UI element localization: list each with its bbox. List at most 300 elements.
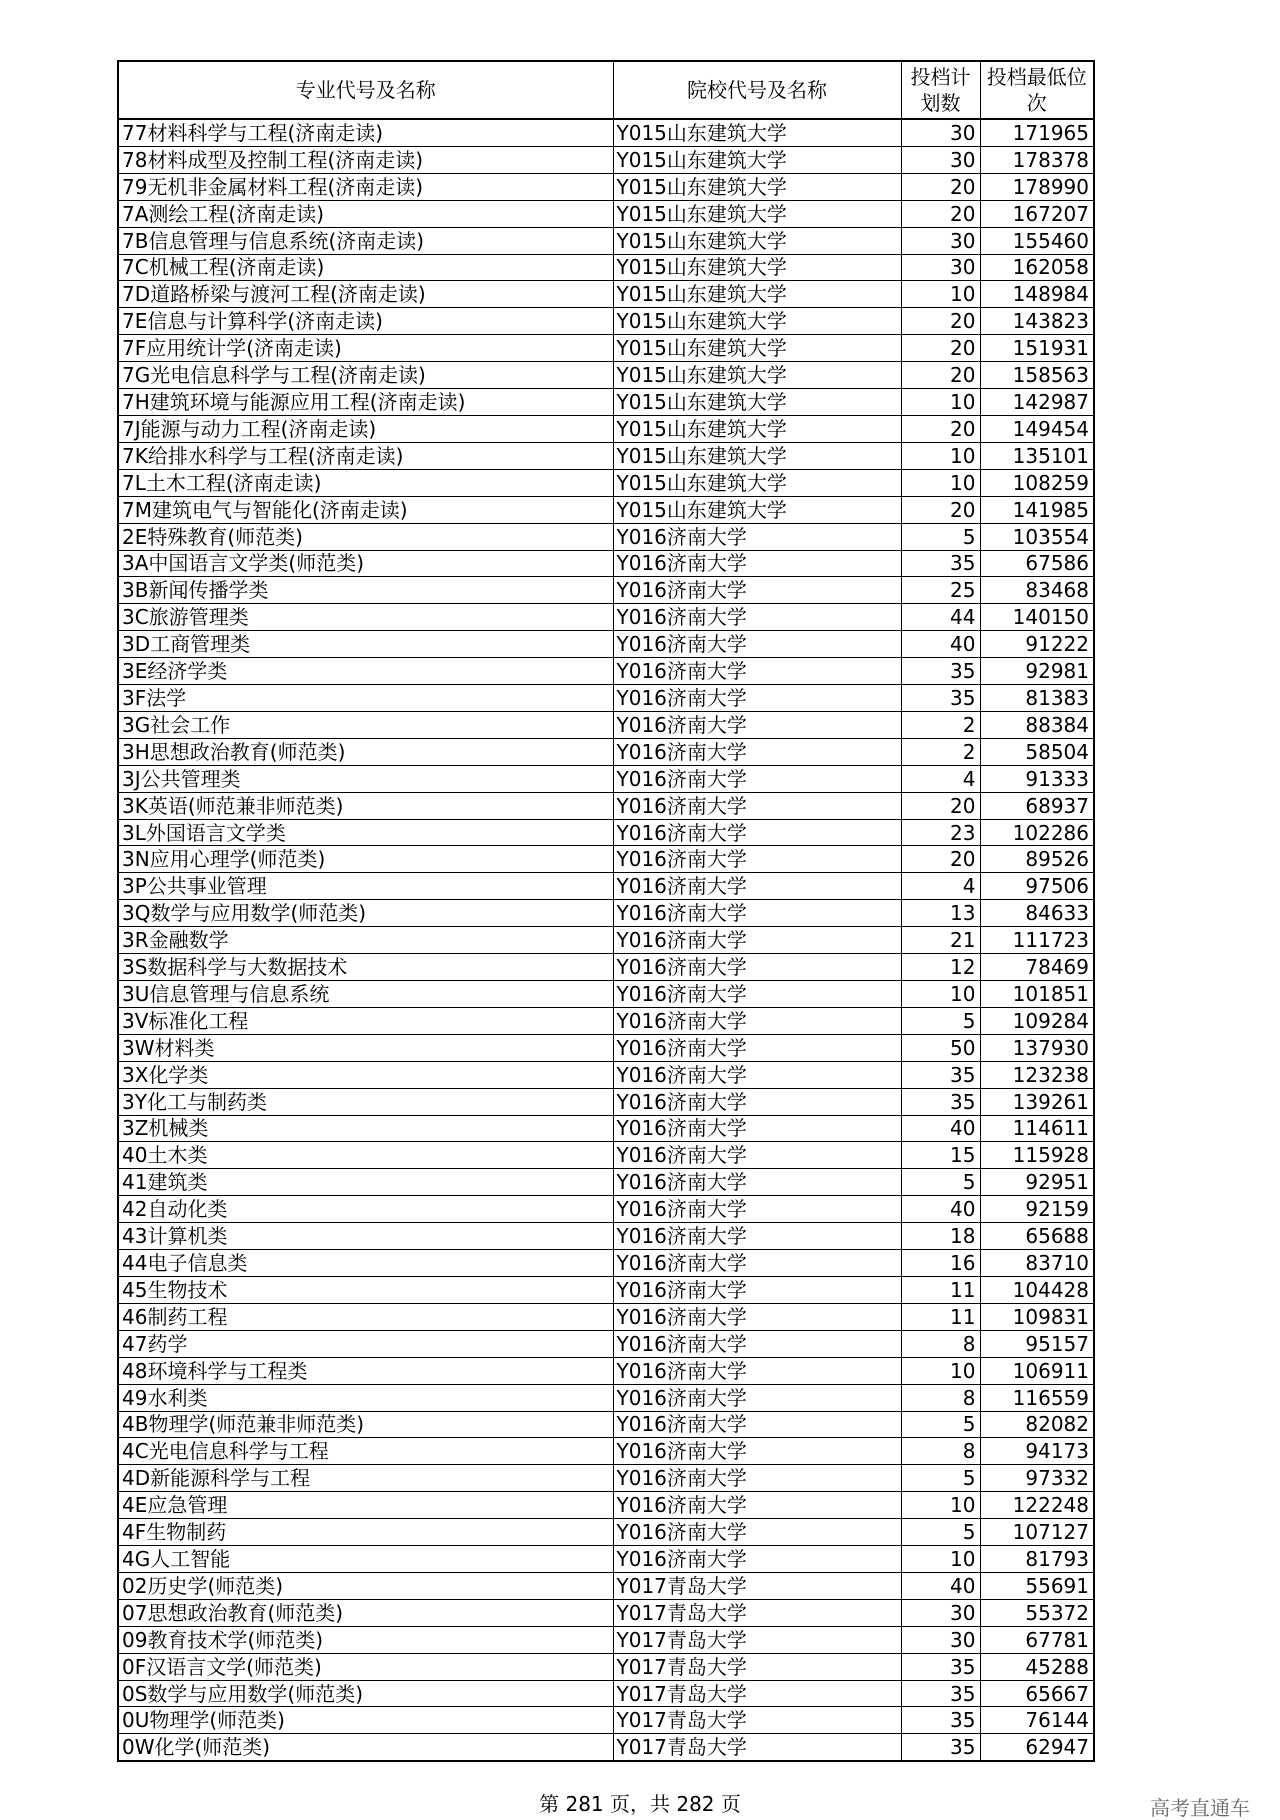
school-cell: Y016济南大学 — [613, 1115, 901, 1142]
school-cell: Y016济南大学 — [613, 819, 901, 846]
plan-cell: 30 — [901, 1599, 980, 1626]
table-row — [118, 1250, 1094, 1277]
major-cell: 3Z机械类 — [118, 1115, 613, 1142]
table-row — [118, 765, 1094, 792]
school-cell: Y017青岛大学 — [613, 1680, 901, 1707]
table-row — [118, 1411, 1094, 1438]
plan-cell: 35 — [901, 1707, 980, 1734]
plan-cell: 30 — [901, 146, 980, 173]
major-cell: 0F汉语言文学(师范类) — [118, 1653, 613, 1680]
major-cell: 3W材料类 — [118, 1034, 613, 1061]
major-cell: 42自动化类 — [118, 1196, 613, 1223]
plan-cell: 40 — [901, 1196, 980, 1223]
table-row — [118, 711, 1094, 738]
major-cell: 7A测绘工程(济南走读) — [118, 200, 613, 227]
school-cell: Y015山东建筑大学 — [613, 119, 901, 146]
major-cell: 4B物理学(师范兼非师范类) — [118, 1411, 613, 1438]
table-row — [118, 1303, 1094, 1330]
rank-cell: 68937 — [980, 792, 1094, 819]
school-cell: Y016济南大学 — [613, 1492, 901, 1519]
header-school: 院校代号及名称 — [613, 61, 901, 119]
rank-cell: 82082 — [980, 1411, 1094, 1438]
rank-cell: 83468 — [980, 577, 1094, 604]
plan-cell: 30 — [901, 227, 980, 254]
plan-cell: 11 — [901, 1276, 980, 1303]
school-cell: Y016济南大学 — [613, 604, 901, 631]
school-cell: Y016济南大学 — [613, 1061, 901, 1088]
plan-cell: 4 — [901, 765, 980, 792]
table-header — [118, 61, 1094, 119]
rank-cell: 65667 — [980, 1680, 1094, 1707]
plan-cell: 20 — [901, 415, 980, 442]
plan-cell: 10 — [901, 981, 980, 1008]
school-cell: Y017青岛大学 — [613, 1599, 901, 1626]
rank-cell: 178378 — [980, 146, 1094, 173]
major-cell: 3B新闻传播学类 — [118, 577, 613, 604]
plan-cell: 20 — [901, 200, 980, 227]
plan-cell: 5 — [901, 1411, 980, 1438]
school-cell: Y016济南大学 — [613, 577, 901, 604]
school-cell: Y016济南大学 — [613, 711, 901, 738]
major-cell: 3G社会工作 — [118, 711, 613, 738]
rank-cell: 58504 — [980, 738, 1094, 765]
school-cell: Y017青岛大学 — [613, 1626, 901, 1653]
table-row — [118, 1384, 1094, 1411]
major-cell: 0W化学(师范类) — [118, 1734, 613, 1761]
plan-cell: 16 — [901, 1250, 980, 1277]
major-cell: 7F应用统计学(济南走读) — [118, 335, 613, 362]
school-cell: Y016济南大学 — [613, 1223, 901, 1250]
table-row — [118, 1572, 1094, 1599]
table-row — [118, 442, 1094, 469]
plan-cell: 5 — [901, 1465, 980, 1492]
rank-cell: 81383 — [980, 685, 1094, 712]
school-cell: Y017青岛大学 — [613, 1572, 901, 1599]
rank-cell: 135101 — [980, 442, 1094, 469]
table-row — [118, 281, 1094, 308]
rank-cell: 178990 — [980, 173, 1094, 200]
plan-cell: 35 — [901, 685, 980, 712]
table-row — [118, 1519, 1094, 1546]
page-number: 第 281 页，共 282 页 — [539, 1792, 741, 1816]
school-cell: Y015山东建筑大学 — [613, 254, 901, 281]
rank-cell: 92159 — [980, 1196, 1094, 1223]
school-cell: Y016济南大学 — [613, 1276, 901, 1303]
plan-cell: 13 — [901, 900, 980, 927]
table-row — [118, 1653, 1094, 1680]
major-cell: 41建筑类 — [118, 1169, 613, 1196]
rank-cell: 109831 — [980, 1303, 1094, 1330]
table-row — [118, 415, 1094, 442]
rank-cell: 122248 — [980, 1492, 1094, 1519]
table-row — [118, 738, 1094, 765]
plan-cell: 30 — [901, 254, 980, 281]
major-cell: 3X化学类 — [118, 1061, 613, 1088]
rank-cell: 171965 — [980, 119, 1094, 146]
school-cell: Y015山东建筑大学 — [613, 496, 901, 523]
school-cell: Y016济南大学 — [613, 1034, 901, 1061]
table-row — [118, 1438, 1094, 1465]
major-cell: 40土木类 — [118, 1142, 613, 1169]
school-cell: Y016济南大学 — [613, 954, 901, 981]
table-row — [118, 604, 1094, 631]
rank-cell: 137930 — [980, 1034, 1094, 1061]
plan-cell: 35 — [901, 658, 980, 685]
school-cell: Y017青岛大学 — [613, 1707, 901, 1734]
plan-cell: 10 — [901, 281, 980, 308]
rank-cell: 155460 — [980, 227, 1094, 254]
table-row — [118, 1196, 1094, 1223]
plan-cell: 40 — [901, 1572, 980, 1599]
school-cell: Y016济南大学 — [613, 1330, 901, 1357]
rank-cell: 167207 — [980, 200, 1094, 227]
school-cell: Y016济南大学 — [613, 873, 901, 900]
school-cell: Y016济南大学 — [613, 792, 901, 819]
school-cell: Y016济南大学 — [613, 981, 901, 1008]
table-row — [118, 227, 1094, 254]
major-cell: 44电子信息类 — [118, 1250, 613, 1277]
plan-cell: 35 — [901, 1088, 980, 1115]
table-row — [118, 927, 1094, 954]
header-plan: 投档计划数 — [901, 61, 980, 119]
rank-cell: 103554 — [980, 523, 1094, 550]
plan-cell: 20 — [901, 496, 980, 523]
school-cell: Y016济南大学 — [613, 523, 901, 550]
table-row — [118, 981, 1094, 1008]
table-row — [118, 631, 1094, 658]
table-row — [118, 792, 1094, 819]
rank-cell: 158563 — [980, 362, 1094, 389]
plan-cell: 30 — [901, 1626, 980, 1653]
rank-cell: 91333 — [980, 765, 1094, 792]
plan-cell: 10 — [901, 442, 980, 469]
rank-cell: 102286 — [980, 819, 1094, 846]
rank-cell: 81793 — [980, 1546, 1094, 1573]
rank-cell: 92951 — [980, 1169, 1094, 1196]
major-cell: 3Q数学与应用数学(师范类) — [118, 900, 613, 927]
plan-cell: 21 — [901, 927, 980, 954]
school-cell: Y016济南大学 — [613, 765, 901, 792]
table-row — [118, 1088, 1094, 1115]
major-cell: 3S数据科学与大数据技术 — [118, 954, 613, 981]
major-cell: 7E信息与计算科学(济南走读) — [118, 308, 613, 335]
major-cell: 7D道路桥梁与渡河工程(济南走读) — [118, 281, 613, 308]
school-cell: Y016济南大学 — [613, 927, 901, 954]
plan-cell: 30 — [901, 119, 980, 146]
major-cell: 2E特殊教育(师范类) — [118, 523, 613, 550]
rank-cell: 94173 — [980, 1438, 1094, 1465]
major-cell: 7B信息管理与信息系统(济南走读) — [118, 227, 613, 254]
school-cell: Y016济南大学 — [613, 846, 901, 873]
plan-cell: 4 — [901, 873, 980, 900]
major-cell: 4D新能源科学与工程 — [118, 1465, 613, 1492]
table-row — [118, 1034, 1094, 1061]
rank-cell: 45288 — [980, 1653, 1094, 1680]
school-cell: Y016济南大学 — [613, 685, 901, 712]
major-cell: 3U信息管理与信息系统 — [118, 981, 613, 1008]
major-cell: 4F生物制药 — [118, 1519, 613, 1546]
major-cell: 3F法学 — [118, 685, 613, 712]
school-cell: Y016济南大学 — [613, 1438, 901, 1465]
major-cell: 47药学 — [118, 1330, 613, 1357]
table-row — [118, 308, 1094, 335]
table-row — [118, 1142, 1094, 1169]
plan-cell: 15 — [901, 1142, 980, 1169]
school-cell: Y016济南大学 — [613, 1411, 901, 1438]
school-cell: Y016济南大学 — [613, 1519, 901, 1546]
table-row — [118, 819, 1094, 846]
table-row — [118, 119, 1094, 146]
table-row — [118, 1707, 1094, 1734]
school-cell: Y016济南大学 — [613, 1007, 901, 1034]
table-row — [118, 550, 1094, 577]
school-cell: Y015山东建筑大学 — [613, 469, 901, 496]
table-row — [118, 900, 1094, 927]
plan-cell: 5 — [901, 1007, 980, 1034]
major-cell: 3V标准化工程 — [118, 1007, 613, 1034]
table-row — [118, 873, 1094, 900]
school-cell: Y016济南大学 — [613, 1384, 901, 1411]
table-row — [118, 1007, 1094, 1034]
major-cell: 0U物理学(师范类) — [118, 1707, 613, 1734]
plan-cell: 12 — [901, 954, 980, 981]
school-cell: Y015山东建筑大学 — [613, 442, 901, 469]
header-major: 专业代号及名称 — [118, 61, 613, 119]
plan-cell: 50 — [901, 1034, 980, 1061]
plan-cell: 20 — [901, 335, 980, 362]
plan-cell: 20 — [901, 792, 980, 819]
plan-cell: 18 — [901, 1223, 980, 1250]
table-row — [118, 1223, 1094, 1250]
table-row — [118, 496, 1094, 523]
table-row — [118, 523, 1094, 550]
plan-cell: 20 — [901, 362, 980, 389]
table-row — [118, 1330, 1094, 1357]
major-cell: 3N应用心理学(师范类) — [118, 846, 613, 873]
table-row — [118, 1626, 1094, 1653]
school-cell: Y016济南大学 — [613, 1088, 901, 1115]
major-cell: 7L土木工程(济南走读) — [118, 469, 613, 496]
major-cell: 3K英语(师范兼非师范类) — [118, 792, 613, 819]
rank-cell: 141985 — [980, 496, 1094, 523]
rank-cell: 78469 — [980, 954, 1094, 981]
table-row — [118, 389, 1094, 416]
rank-cell: 89526 — [980, 846, 1094, 873]
table-row — [118, 1357, 1094, 1384]
rank-cell: 108259 — [980, 469, 1094, 496]
major-cell: 49水利类 — [118, 1384, 613, 1411]
rank-cell: 107127 — [980, 1519, 1094, 1546]
rank-cell: 111723 — [980, 927, 1094, 954]
table-row — [118, 1492, 1094, 1519]
rank-cell: 148984 — [980, 281, 1094, 308]
plan-cell: 2 — [901, 711, 980, 738]
rank-cell: 101851 — [980, 981, 1094, 1008]
major-cell: 78材料成型及控制工程(济南走读) — [118, 146, 613, 173]
plan-cell: 23 — [901, 819, 980, 846]
major-cell: 46制药工程 — [118, 1303, 613, 1330]
school-cell: Y015山东建筑大学 — [613, 173, 901, 200]
table-row — [118, 1680, 1094, 1707]
plan-cell: 5 — [901, 1519, 980, 1546]
table-row — [118, 469, 1094, 496]
major-cell: 4E应急管理 — [118, 1492, 613, 1519]
major-cell: 43计算机类 — [118, 1223, 613, 1250]
table-row — [118, 1599, 1094, 1626]
school-cell: Y016济南大学 — [613, 1465, 901, 1492]
rank-cell: 84633 — [980, 900, 1094, 927]
rank-cell: 139261 — [980, 1088, 1094, 1115]
plan-cell: 5 — [901, 523, 980, 550]
school-cell: Y015山东建筑大学 — [613, 362, 901, 389]
plan-cell: 35 — [901, 1680, 980, 1707]
major-cell: 3A中国语言文学类(师范类) — [118, 550, 613, 577]
table-row — [118, 173, 1094, 200]
school-cell: Y017青岛大学 — [613, 1653, 901, 1680]
plan-cell: 35 — [901, 550, 980, 577]
major-cell: 7H建筑环境与能源应用工程(济南走读) — [118, 389, 613, 416]
school-cell: Y016济南大学 — [613, 550, 901, 577]
plan-cell: 10 — [901, 389, 980, 416]
school-cell: Y016济南大学 — [613, 1169, 901, 1196]
plan-cell: 5 — [901, 1169, 980, 1196]
rank-cell: 143823 — [980, 308, 1094, 335]
school-cell: Y015山东建筑大学 — [613, 389, 901, 416]
major-cell: 3C旅游管理类 — [118, 604, 613, 631]
plan-cell: 2 — [901, 738, 980, 765]
rank-cell: 92981 — [980, 658, 1094, 685]
rank-cell: 162058 — [980, 254, 1094, 281]
major-cell: 09教育技术学(师范类) — [118, 1626, 613, 1653]
rank-cell: 97332 — [980, 1465, 1094, 1492]
rank-cell: 115928 — [980, 1142, 1094, 1169]
major-cell: 3Y化工与制药类 — [118, 1088, 613, 1115]
major-cell: 3D工商管理类 — [118, 631, 613, 658]
rank-cell: 88384 — [980, 711, 1094, 738]
rank-cell: 123238 — [980, 1061, 1094, 1088]
school-cell: Y016济南大学 — [613, 738, 901, 765]
table-row — [118, 1276, 1094, 1303]
school-cell: Y015山东建筑大学 — [613, 308, 901, 335]
rank-cell: 149454 — [980, 415, 1094, 442]
school-cell: Y016济南大学 — [613, 1196, 901, 1223]
table-row — [118, 577, 1094, 604]
table-row — [118, 658, 1094, 685]
school-cell: Y016济南大学 — [613, 1357, 901, 1384]
major-cell: 7C机械工程(济南走读) — [118, 254, 613, 281]
rank-cell: 76144 — [980, 1707, 1094, 1734]
school-cell: Y017青岛大学 — [613, 1734, 901, 1761]
rank-cell: 106911 — [980, 1357, 1094, 1384]
school-cell: Y016济南大学 — [613, 1546, 901, 1573]
plan-cell: 35 — [901, 1653, 980, 1680]
school-cell: Y015山东建筑大学 — [613, 415, 901, 442]
plan-cell: 40 — [901, 1115, 980, 1142]
major-cell: 4C光电信息科学与工程 — [118, 1438, 613, 1465]
plan-cell: 8 — [901, 1438, 980, 1465]
major-cell: 77材料科学与工程(济南走读) — [118, 119, 613, 146]
header-rank: 投档最低位次 — [980, 61, 1094, 119]
plan-cell: 25 — [901, 577, 980, 604]
table-body — [118, 119, 1094, 1761]
school-cell: Y015山东建筑大学 — [613, 335, 901, 362]
rank-cell: 104428 — [980, 1276, 1094, 1303]
school-cell: Y015山东建筑大学 — [613, 281, 901, 308]
rank-cell: 65688 — [980, 1223, 1094, 1250]
table-row — [118, 1115, 1094, 1142]
plan-cell: 11 — [901, 1303, 980, 1330]
table-row — [118, 146, 1094, 173]
watermark-text: 高考直通车 — [1150, 1796, 1250, 1820]
plan-cell: 35 — [901, 1061, 980, 1088]
plan-cell: 20 — [901, 173, 980, 200]
rank-cell: 67781 — [980, 1626, 1094, 1653]
table-row — [118, 685, 1094, 712]
plan-cell: 10 — [901, 1492, 980, 1519]
plan-cell: 8 — [901, 1384, 980, 1411]
rank-cell: 55691 — [980, 1572, 1094, 1599]
major-cell: 45生物技术 — [118, 1276, 613, 1303]
major-cell: 3E经济学类 — [118, 658, 613, 685]
table-row — [118, 254, 1094, 281]
major-cell: 3R金融数学 — [118, 927, 613, 954]
table-row — [118, 200, 1094, 227]
school-cell: Y016济南大学 — [613, 1142, 901, 1169]
rank-cell: 114611 — [980, 1115, 1094, 1142]
table-row — [118, 335, 1094, 362]
rank-cell: 140150 — [980, 604, 1094, 631]
major-cell: 3H思想政治教育(师范类) — [118, 738, 613, 765]
table-row — [118, 846, 1094, 873]
table-row — [118, 1465, 1094, 1492]
plan-cell: 44 — [901, 604, 980, 631]
rank-cell: 142987 — [980, 389, 1094, 416]
table-row — [118, 362, 1094, 389]
major-cell: 0S数学与应用数学(师范类) — [118, 1680, 613, 1707]
plan-cell: 10 — [901, 1357, 980, 1384]
school-cell: Y016济南大学 — [613, 631, 901, 658]
plan-cell: 8 — [901, 1330, 980, 1357]
school-cell: Y015山东建筑大学 — [613, 227, 901, 254]
plan-cell: 10 — [901, 469, 980, 496]
rank-cell: 116559 — [980, 1384, 1094, 1411]
rank-cell: 55372 — [980, 1599, 1094, 1626]
major-cell: 3P公共事业管理 — [118, 873, 613, 900]
plan-cell: 10 — [901, 1546, 980, 1573]
rank-cell: 97506 — [980, 873, 1094, 900]
plan-cell: 40 — [901, 631, 980, 658]
major-cell: 3J公共管理类 — [118, 765, 613, 792]
table-row — [118, 1169, 1094, 1196]
header-row — [118, 61, 1094, 119]
rank-cell: 62947 — [980, 1734, 1094, 1761]
major-cell: 07思想政治教育(师范类) — [118, 1599, 613, 1626]
rank-cell: 67586 — [980, 550, 1094, 577]
school-cell: Y016济南大学 — [613, 900, 901, 927]
major-cell: 3L外国语言文学类 — [118, 819, 613, 846]
major-cell: 7J能源与动力工程(济南走读) — [118, 415, 613, 442]
plan-cell: 20 — [901, 308, 980, 335]
table-row — [118, 1061, 1094, 1088]
rank-cell: 83710 — [980, 1250, 1094, 1277]
plan-cell: 20 — [901, 846, 980, 873]
rank-cell: 109284 — [980, 1007, 1094, 1034]
admission-table — [117, 60, 1095, 1762]
table-row — [118, 1546, 1094, 1573]
table-row — [118, 954, 1094, 981]
school-cell: Y016济南大学 — [613, 1250, 901, 1277]
school-cell: Y015山东建筑大学 — [613, 200, 901, 227]
